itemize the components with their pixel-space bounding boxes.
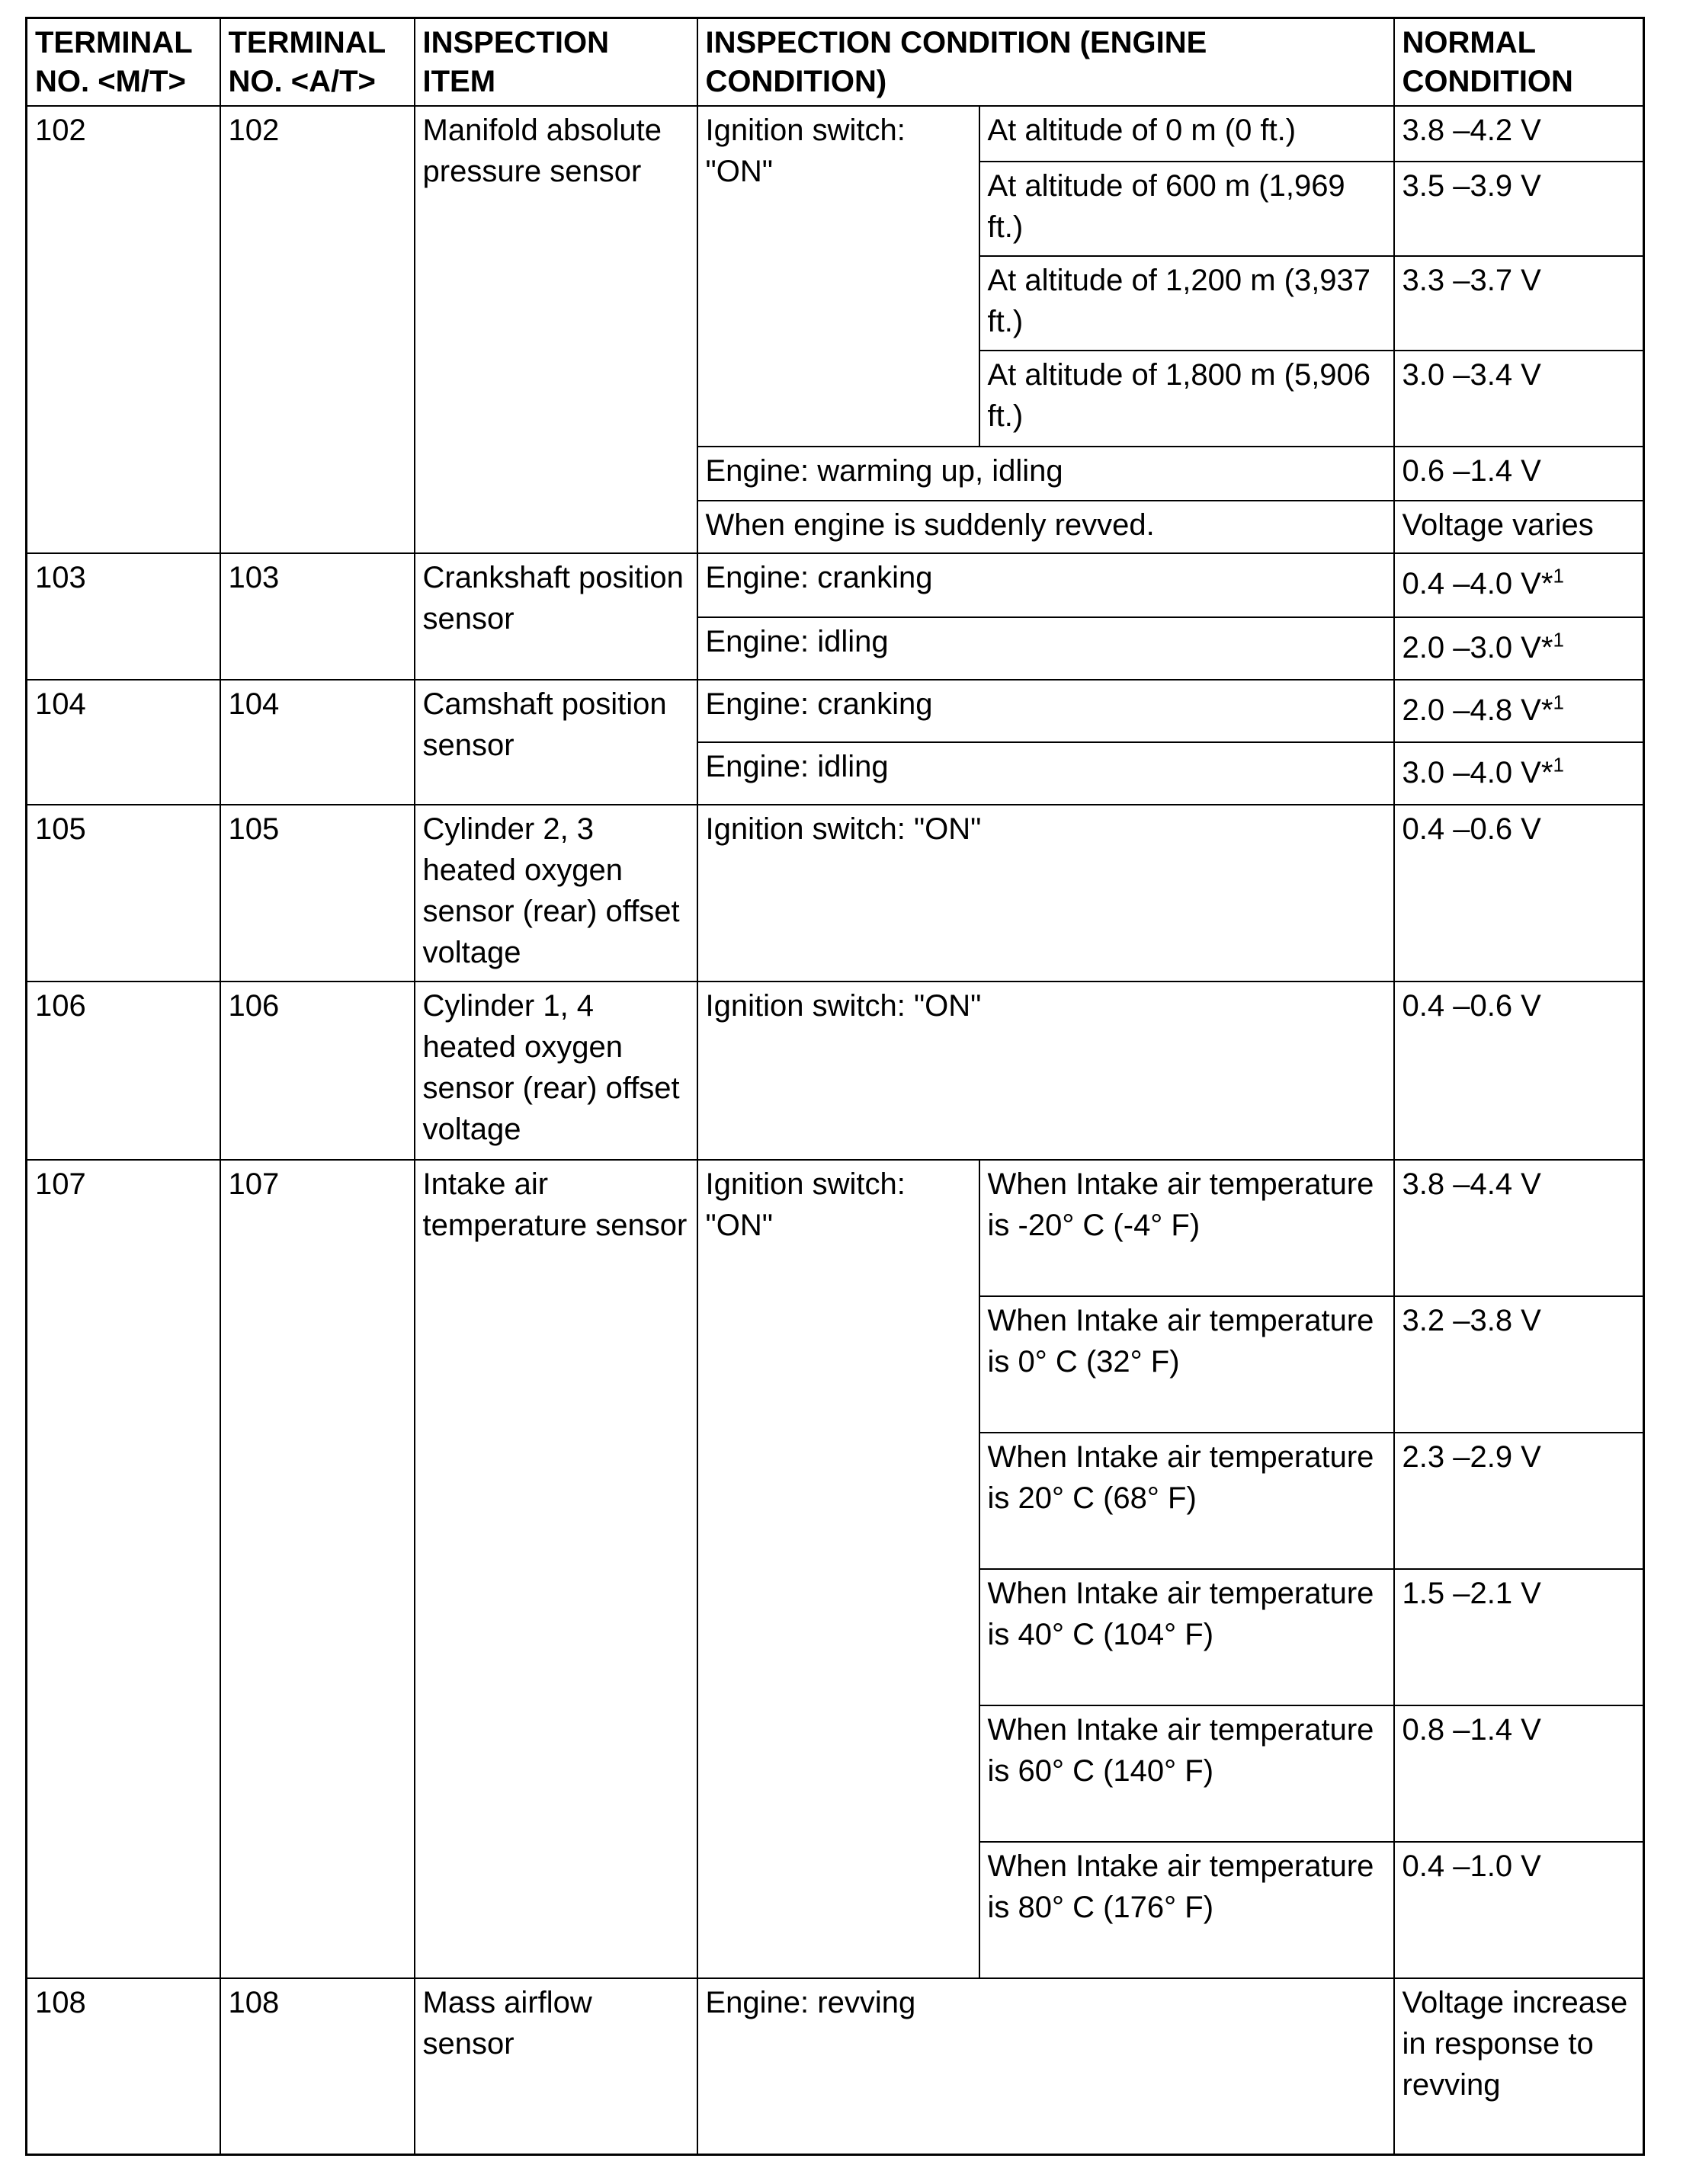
header-terminal-mt: TERMINAL NO. <M/T> — [27, 18, 220, 106]
table-row — [27, 1160, 1644, 1296]
condition: Engine: cranking — [697, 553, 1394, 617]
terminal-mt: 106 — [27, 982, 220, 1160]
terminal-mt: 104 — [27, 680, 220, 805]
header-inspection-item: INSPECTION ITEM — [415, 18, 697, 106]
normal-value: 0.6 –1.4 V — [1394, 447, 1644, 501]
sub-condition: When Intake air temperature is 40° C (104° F) — [979, 1569, 1394, 1705]
normal-value: 0.4 –0.6 V — [1394, 982, 1644, 1160]
header-normal-condition: NORMAL CONDITION — [1394, 18, 1644, 106]
terminal-inspection-table — [25, 17, 1645, 2156]
header-row — [27, 18, 1644, 106]
sub-condition: When Intake air temperature is 60° C (140° F) — [979, 1705, 1394, 1842]
inspection-item: Manifold absolute pressure sensor — [415, 106, 697, 553]
terminal-at: 108 — [220, 1978, 415, 2155]
normal-value: 3.5 –3.9 V — [1394, 162, 1644, 256]
condition: Engine: revving — [697, 1978, 1394, 2155]
sub-condition: When Intake air temperature is 80° C (176° F) — [979, 1842, 1394, 1978]
inspection-item: Crankshaft position sensor — [415, 553, 697, 680]
normal-value: 3.0 –3.4 V — [1394, 351, 1644, 447]
sub-condition: At altitude of 0 m (0 ft.) — [979, 106, 1394, 162]
normal-value: 2.3 –2.9 V — [1394, 1433, 1644, 1569]
inspection-item: Mass airflow sensor — [415, 1978, 697, 2155]
inspection-item: Intake air temperature sensor — [415, 1160, 697, 1978]
normal-value — [1394, 680, 1644, 742]
normal-value-text: 0.4 –4.0 V* — [1402, 566, 1553, 600]
inspection-item: Cylinder 1, 4 heated oxygen sensor (rear) offset voltage — [415, 982, 697, 1160]
condition: Ignition switch: "ON" — [697, 805, 1394, 982]
normal-value — [1394, 617, 1644, 680]
normal-value: 3.8 –4.2 V — [1394, 106, 1644, 162]
table-row — [27, 680, 1644, 742]
normal-value-text: 2.0 –4.8 V* — [1402, 693, 1553, 727]
condition: Engine: idling — [697, 617, 1394, 680]
normal-value: 0.8 –1.4 V — [1394, 1705, 1644, 1842]
condition: Ignition switch: "ON" — [697, 1160, 979, 1978]
terminal-mt: 107 — [27, 1160, 220, 1978]
table-row — [27, 982, 1644, 1160]
condition: Engine: cranking — [697, 680, 1394, 742]
sub-condition: When Intake air temperature is 20° C (68° F) — [979, 1433, 1394, 1569]
terminal-mt: 103 — [27, 553, 220, 680]
terminal-at: 104 — [220, 680, 415, 805]
terminal-mt: 108 — [27, 1978, 220, 2155]
condition: When engine is suddenly revved. — [697, 501, 1394, 553]
table-row — [27, 1978, 1644, 2155]
normal-value: 0.4 –0.6 V — [1394, 805, 1644, 982]
table-row — [27, 805, 1644, 982]
terminal-at: 106 — [220, 982, 415, 1160]
inspection-item: Cylinder 2, 3 heated oxygen sensor (rear) offset voltage — [415, 805, 697, 982]
terminal-at: 103 — [220, 553, 415, 680]
normal-value: 3.8 –4.4 V — [1394, 1160, 1644, 1296]
sub-condition: When Intake air temperature is -20° C (-4° F) — [979, 1160, 1394, 1296]
footnote-marker: 1 — [1553, 564, 1564, 588]
terminal-at: 102 — [220, 106, 415, 553]
table-row — [27, 553, 1644, 617]
condition: Ignition switch: "ON" — [697, 106, 979, 447]
normal-value: Voltage varies — [1394, 501, 1644, 553]
inspection-item: Camshaft position sensor — [415, 680, 697, 805]
footnote-marker: 1 — [1553, 690, 1564, 714]
normal-value — [1394, 553, 1644, 617]
normal-value-text: 2.0 –3.0 V* — [1402, 630, 1553, 664]
normal-value: Voltage increase in response to revving — [1394, 1978, 1644, 2155]
condition: Engine: warming up, idling — [697, 447, 1394, 501]
normal-value — [1394, 742, 1644, 805]
terminal-mt: 105 — [27, 805, 220, 982]
sub-condition: At altitude of 1,200 m (3,937 ft.) — [979, 256, 1394, 351]
footnote-marker: 1 — [1553, 628, 1564, 652]
header-terminal-at: TERMINAL NO. <A/T> — [220, 18, 415, 106]
normal-value: 1.5 –2.1 V — [1394, 1569, 1644, 1705]
normal-value: 0.4 –1.0 V — [1394, 1842, 1644, 1978]
sub-condition: At altitude of 600 m (1,969 ft.) — [979, 162, 1394, 256]
condition: Engine: idling — [697, 742, 1394, 805]
normal-value: 3.2 –3.8 V — [1394, 1296, 1644, 1433]
sub-condition: When Intake air temperature is 0° C (32° F) — [979, 1296, 1394, 1433]
table-row — [27, 106, 1644, 162]
normal-value: 3.3 –3.7 V — [1394, 256, 1644, 351]
terminal-mt: 102 — [27, 106, 220, 553]
terminal-at: 107 — [220, 1160, 415, 1978]
terminal-at: 105 — [220, 805, 415, 982]
sub-condition: At altitude of 1,800 m (5,906 ft.) — [979, 351, 1394, 447]
footnote-marker: 1 — [1553, 753, 1564, 777]
condition: Ignition switch: "ON" — [697, 982, 1394, 1160]
header-inspection-condition: INSPECTION CONDITION (ENGINE CONDITION) — [697, 18, 1394, 106]
normal-value-text: 3.0 –4.0 V* — [1402, 755, 1553, 789]
